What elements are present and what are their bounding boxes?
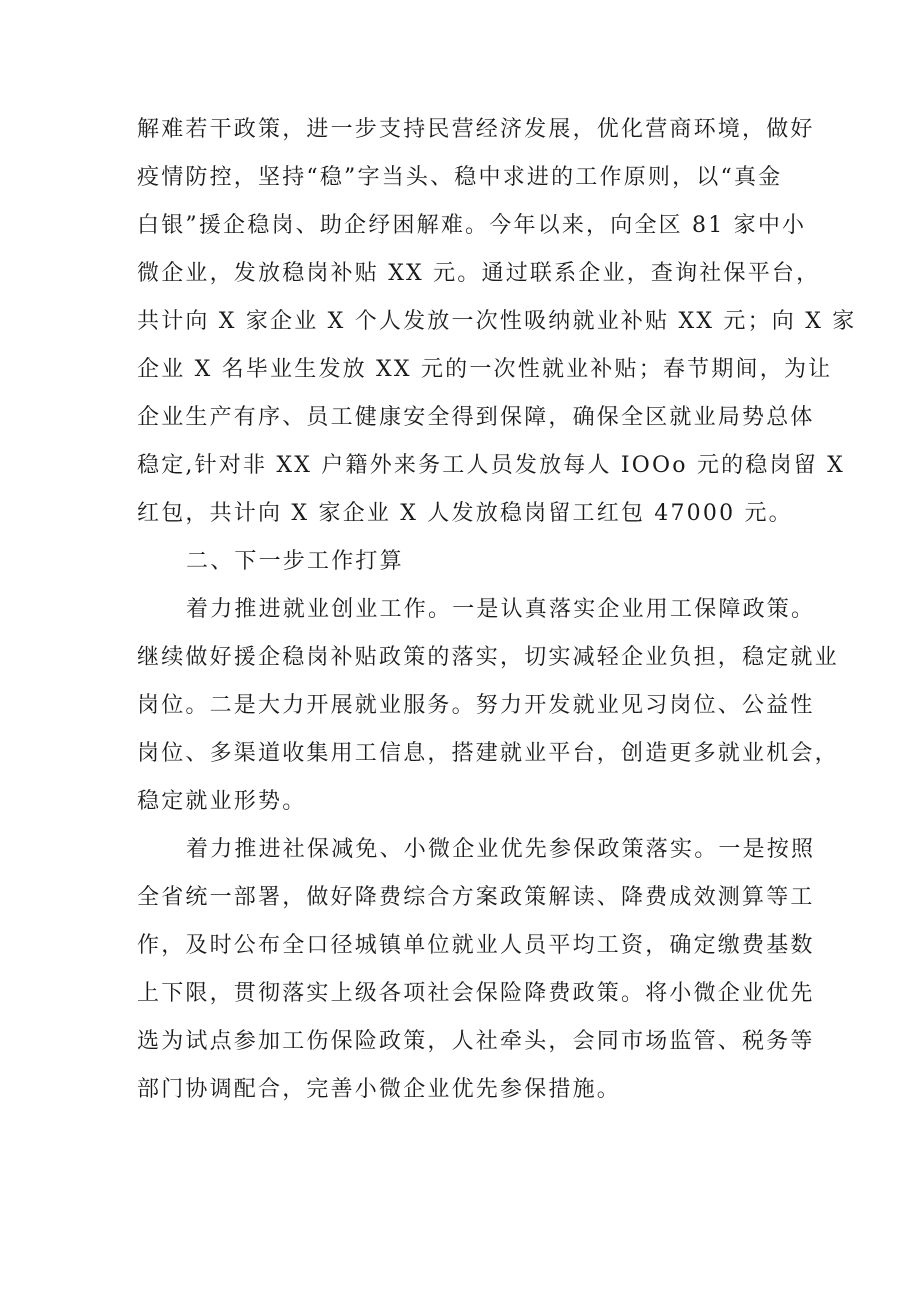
text-line: 企业生产有序、员工健康安全得到保障，确保全区就业局势总体 (137, 405, 815, 430)
text-line: 疫情防控，坚持“稳”字当头、稳中求进的工作原则，以“真金 (137, 165, 783, 190)
text-line: 岗位、多渠道收集用工信息，搭建就业平台，创造更多就业机会， (137, 741, 839, 766)
text-line: 部门协调配合，完善小微企业优先参保措施。 (137, 1077, 622, 1102)
text-line: 上下限，贯彻落实上级各项社会保险降费政策。将小微企业优先 (137, 981, 815, 1006)
text-line: 岗位。二是大力开展就业服务。努力开发就业见习岗位、公益性 (137, 693, 815, 718)
paragraph-employment (137, 586, 839, 826)
text-line: 作，及时公布全口径城镇单位就业人员平均工资，确定缴费基数 (137, 933, 815, 958)
text-line: 白银”援企稳岗、助企纾困解难。今年以来，向全区 81 家中小 (137, 213, 807, 238)
text-line: 共计向 X 家企业 X 个人发放一次性吸纳就业补贴 XX 元；向 X 家 (137, 309, 857, 334)
paragraph-social-insurance (137, 826, 816, 1114)
text-line: 继续做好援企稳岗补贴政策的落实，切实减轻企业负担，稳定就业 (137, 645, 839, 670)
text-line: 微企业，发放稳岗补贴 XX 元。通过联系企业，查询社保平台， (137, 261, 821, 286)
text-line: 选为试点参加工伤保险政策，人社牵头，会同市场监管、税务等 (137, 1029, 815, 1054)
text-line: 企业 X 名毕业生发放 XX 元的一次性就业补贴；春节期间，为让 (137, 357, 833, 382)
text-line: 着力推进就业创业工作。一是认真落实企业用工保障政策。 (186, 597, 816, 622)
text-line: 解难若干政策，进一步支持民营经济发展，优化营商环境，做好 (137, 117, 815, 142)
section-heading-text: 二、下一步工作打算 (186, 549, 404, 574)
text-line: 全省统一部署，做好降费综合方案政策解读、降费成效测算等工 (137, 885, 815, 910)
paragraph-subsidy-summary (137, 106, 857, 538)
text-line: 稳定,针对非 XX 户籍外来务工人员发放每人 IOOo 元的稳岗留 X (137, 453, 845, 478)
text-line: 着力推进社保减免、小微企业优先参保政策落实。一是按照 (186, 837, 816, 862)
text-line: 红包，共计向 X 家企业 X 人发放稳岗留工红包 47000 元。 (137, 501, 793, 526)
section-heading (137, 538, 809, 586)
text-line: 稳定就业形势。 (137, 789, 307, 814)
